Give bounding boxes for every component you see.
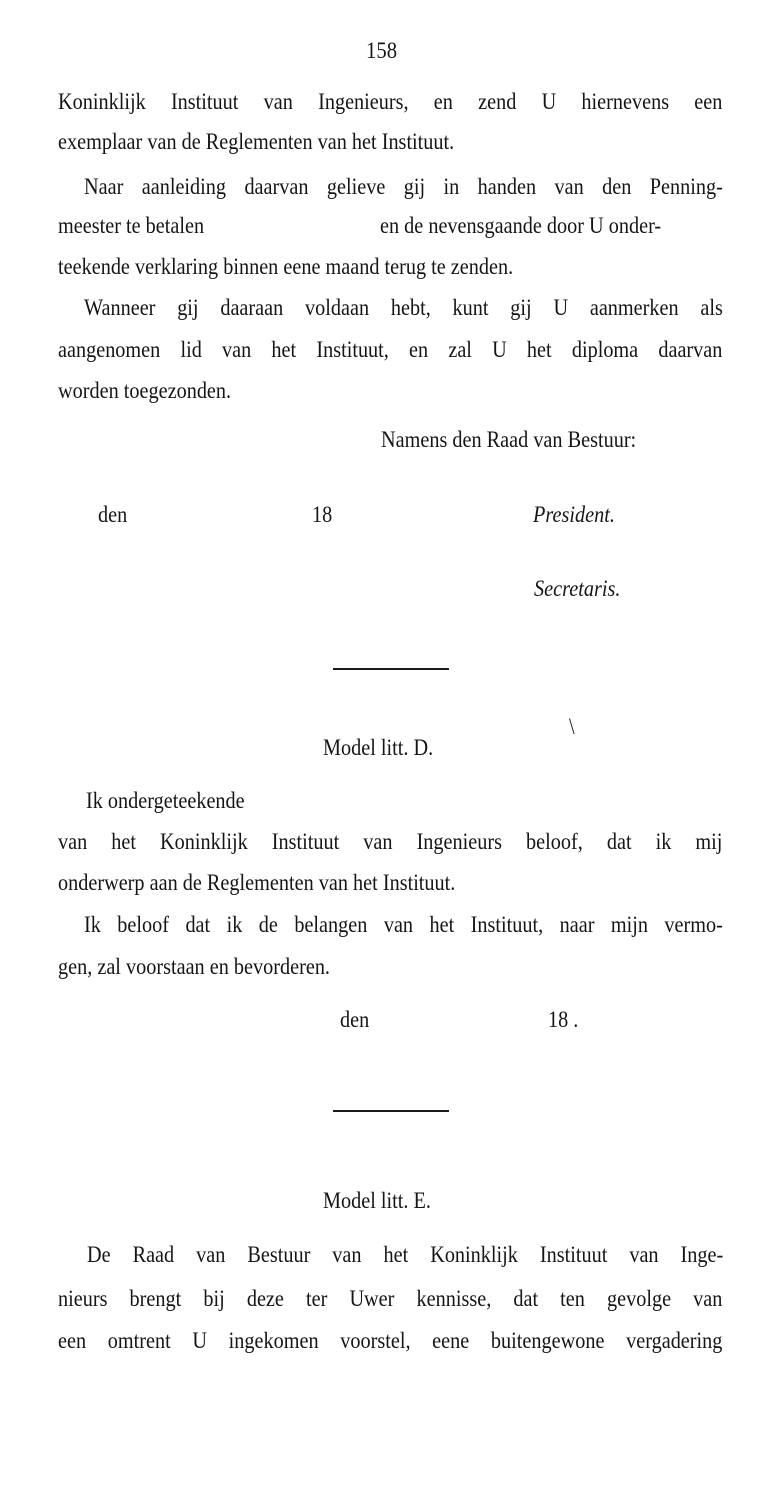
date-year: 18 (312, 502, 333, 527)
model-e-title: Model litt. E. (323, 1188, 431, 1213)
model-d-title: Model litt. D. (323, 735, 434, 760)
section-divider (333, 668, 449, 670)
text-line: onderwerp aan de Reglementen van het Instituut. (58, 870, 456, 895)
text-line: een omtrent U ingekomen voorstel, eene buitengewone vergadering (58, 1328, 723, 1353)
text-line: van het Koninklijk Instituut van Ingenieurs beloof, dat ik mij (58, 829, 723, 854)
text-line: Ik ondergeteekende (86, 788, 245, 813)
date-year: 18 . (548, 1007, 579, 1032)
president-label: President. (533, 502, 615, 527)
date-den: den (340, 1007, 370, 1032)
namens-line: Namens den Raad van Bestuur: (381, 427, 637, 452)
text-line: Ik beloof dat ik de belangen van het Instituut, naar mijn vermo- (84, 912, 723, 937)
text-line-right: en de nevensgaande door U onder- (380, 213, 662, 238)
text-line: gen, zal voorstaan en bevorderen. (58, 954, 331, 979)
text-line: Naar aanleiding daarvan gelieve gij in handen van den Penning- (84, 174, 723, 199)
text-line: aangenomen lid van het Instituut, en zal U het diploma daarvan (58, 337, 723, 362)
stray-mark: \ (569, 714, 575, 739)
section-divider (333, 1110, 449, 1112)
text-line: teekende verklaring binnen eene maand terug te zenden. (58, 254, 514, 279)
text-line: worden toegezonden. (58, 378, 232, 403)
date-den: den (98, 502, 128, 527)
text-line: De Raad van Bestuur van het Koninklijk Instituut van Inge- (87, 1242, 724, 1267)
text-line: exemplaar van de Reglementen van het Instituut. (58, 129, 455, 154)
text-line: nieurs brengt bij deze ter Uwer kennisse, dat ten gevolge van (58, 1286, 723, 1311)
secretaris-label: Secretaris. (534, 576, 621, 601)
text-line: Wanneer gij daaraan voldaan hebt, kunt gij U aanmerken als (84, 295, 723, 320)
text-line: Koninklijk Instituut van Ingenieurs, en zend U hiernevens een (58, 89, 723, 114)
text-line-left: meester te betalen (58, 213, 205, 238)
page-number: 158 (366, 38, 398, 63)
